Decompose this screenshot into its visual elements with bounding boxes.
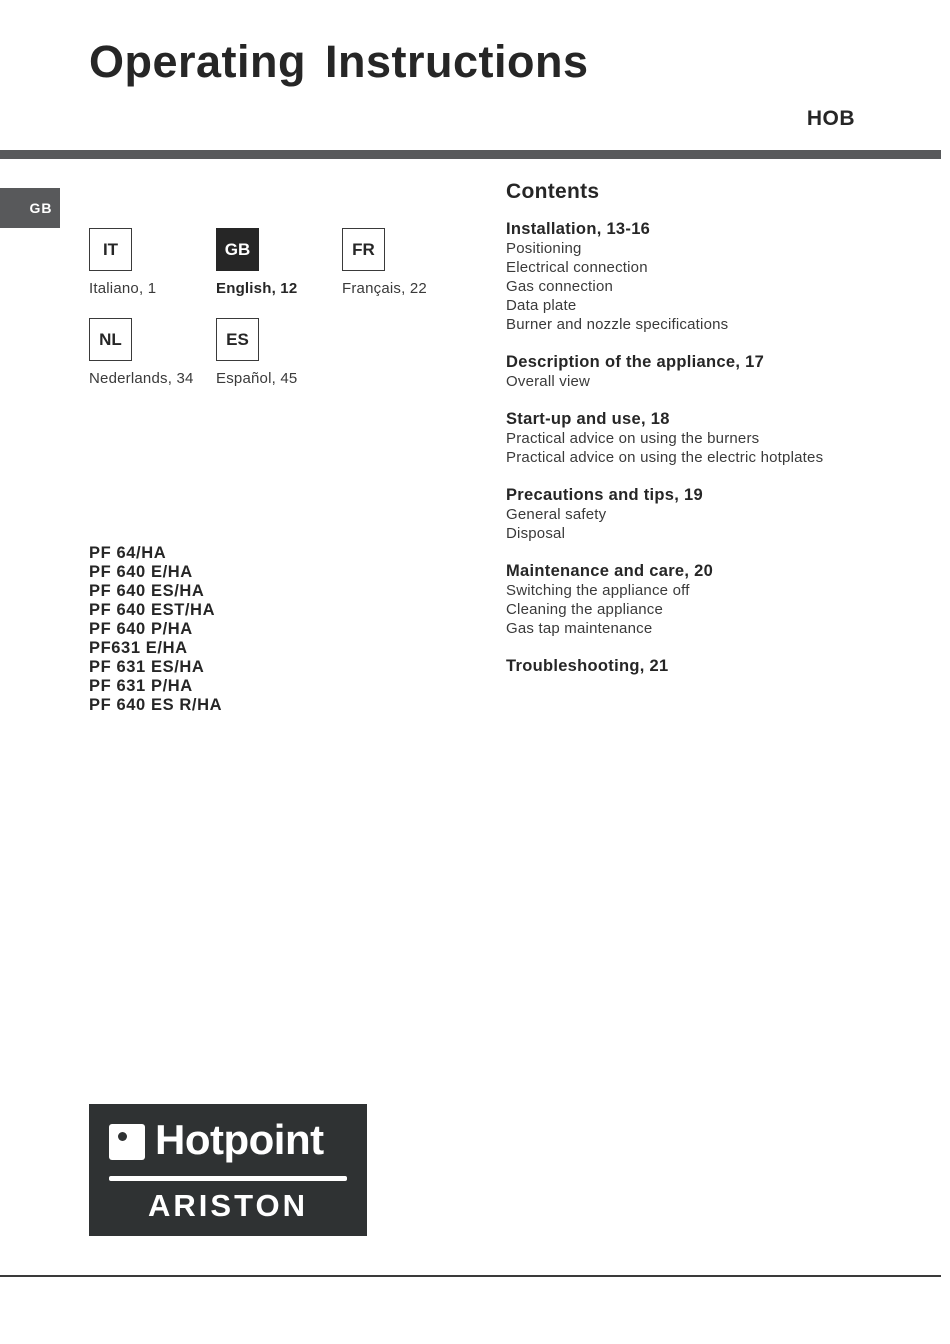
- language-label: Nederlands, 34: [89, 370, 194, 387]
- toc-section-title[interactable]: Troubleshooting, 21: [506, 657, 669, 675]
- toc-section-title[interactable]: Start-up and use, 18: [506, 410, 670, 428]
- language-label: Español, 45: [216, 370, 298, 387]
- toc-section-title[interactable]: Maintenance and care, 20: [506, 562, 714, 580]
- language-label: English, 12: [216, 280, 298, 297]
- language-code-box: ES: [216, 318, 259, 361]
- model-item: PF 64/HA: [89, 544, 167, 562]
- toc-item[interactable]: Positioning: [506, 240, 582, 257]
- toc-item[interactable]: Practical advice on using the electric hotplates: [506, 449, 824, 466]
- header-divider: [0, 150, 941, 159]
- toc-section-description: [506, 352, 926, 391]
- toc-section-precautions: [506, 485, 926, 543]
- model-item: PF 640 ES R/HA: [89, 696, 223, 714]
- logo-wordmark-bottom: ARISTON: [148, 1188, 308, 1223]
- contents-heading: Contents: [506, 180, 600, 203]
- brand-logo: [89, 1104, 367, 1236]
- table-of-contents: [506, 180, 926, 694]
- toc-section-title[interactable]: Installation, 13-16: [506, 220, 651, 238]
- language-item-es[interactable]: [216, 318, 336, 387]
- model-item: PF 640 E/HA: [89, 563, 193, 581]
- language-label: Italiano, 1: [89, 280, 157, 297]
- language-item-it[interactable]: [89, 228, 209, 297]
- model-list: [89, 544, 222, 715]
- language-code-box: FR: [342, 228, 385, 271]
- toc-item[interactable]: Burner and nozzle specifications: [506, 316, 729, 333]
- language-item-gb[interactable]: [216, 228, 336, 297]
- toc-item[interactable]: Cleaning the appliance: [506, 601, 664, 618]
- toc-item[interactable]: Disposal: [506, 525, 566, 542]
- model-item: PF 640 P/HA: [89, 620, 193, 638]
- toc-item[interactable]: Data plate: [506, 297, 577, 314]
- toc-section-startup: [506, 409, 926, 467]
- toc-section-installation: [506, 219, 926, 334]
- footer-divider: [0, 1275, 941, 1277]
- model-item: PF 640 ES/HA: [89, 582, 205, 600]
- toc-item[interactable]: Switching the appliance off: [506, 582, 690, 599]
- toc-item[interactable]: Practical advice on using the burners: [506, 430, 760, 447]
- model-item: PF 631 ES/HA: [89, 658, 205, 676]
- toc-section-maintenance: [506, 561, 926, 638]
- toc-item[interactable]: Gas connection: [506, 278, 614, 295]
- language-code-box: GB: [216, 228, 259, 271]
- language-item-fr[interactable]: [342, 228, 462, 297]
- toc-item[interactable]: General safety: [506, 506, 607, 523]
- toc-item[interactable]: Electrical connection: [506, 259, 648, 276]
- toc-section-title[interactable]: Precautions and tips, 19: [506, 486, 704, 504]
- model-item: PF 640 EST/HA: [89, 601, 216, 619]
- page-title: Operating Instructions: [89, 36, 589, 87]
- logo-mark-icon: [109, 1124, 145, 1160]
- model-item: PF 631 P/HA: [89, 677, 193, 695]
- toc-item[interactable]: Overall view: [506, 373, 591, 390]
- toc-section-troubleshooting: [506, 656, 926, 676]
- toc-section-title[interactable]: Description of the appliance, 17: [506, 353, 765, 371]
- logo-divider: [109, 1176, 347, 1181]
- model-item: PF631 E/HA: [89, 639, 188, 657]
- logo-wordmark-top: Hotpoint: [155, 1116, 324, 1163]
- language-code-box: NL: [89, 318, 132, 361]
- language-label: Français, 22: [342, 280, 427, 297]
- language-item-nl[interactable]: [89, 318, 209, 387]
- toc-item[interactable]: Gas tap maintenance: [506, 620, 653, 637]
- language-code-box: IT: [89, 228, 132, 271]
- product-type: HOB: [806, 107, 855, 130]
- language-side-tab: GB: [0, 188, 60, 228]
